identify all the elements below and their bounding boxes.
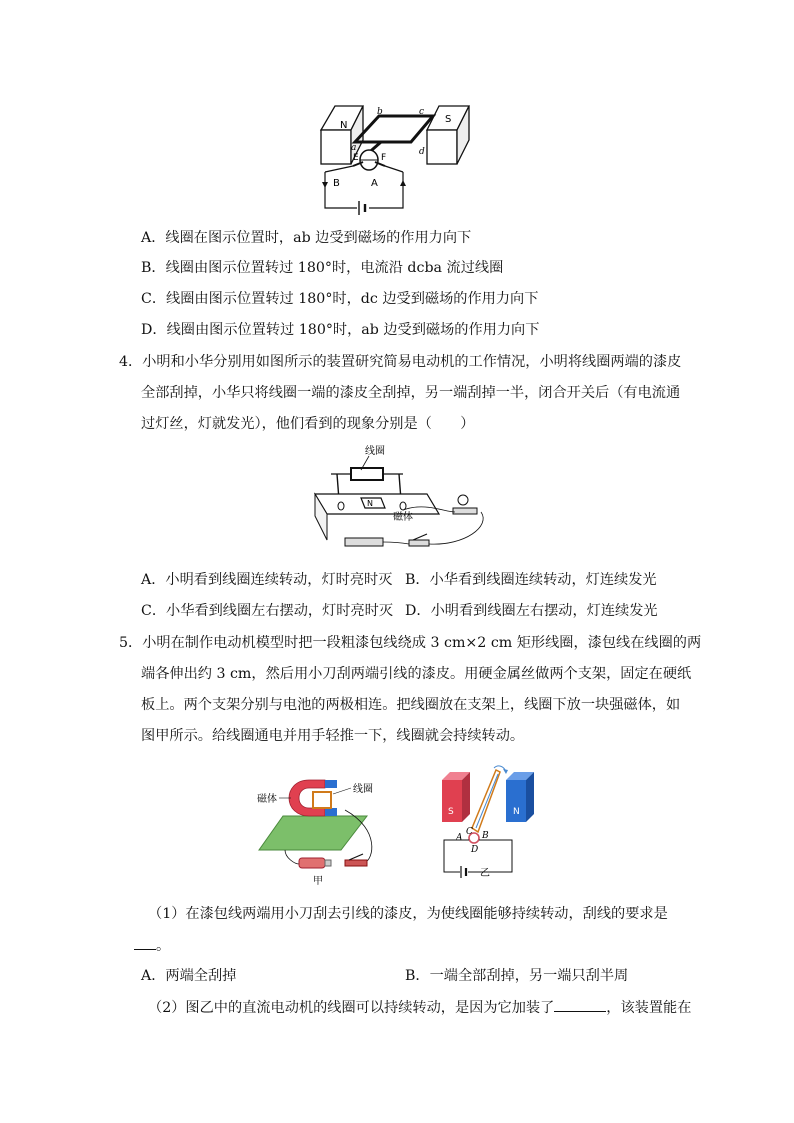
q4-stem-line-1: 4．小明和小华分别用如图所示的装置研究简易电动机的工作情况，小明将线圈两端的漆皮 [119, 354, 682, 370]
q5-sub1-option-a: A．两端全刮掉 [141, 968, 237, 984]
coil [313, 792, 331, 808]
magnet-n-label: N [367, 499, 373, 508]
switch [345, 854, 367, 866]
q5-stem-line-4: 图甲所示。给线圈通电并用手轻推一下，线圈就会持续转动。 [141, 728, 525, 744]
n-label: N [513, 807, 520, 817]
q5-sub1-line-2 [134, 935, 170, 956]
s-magnet [442, 772, 470, 822]
q4-stem-line-2: 全部刮掉，小华只将线圈一端的漆皮全刮掉，另一端刮掉一半，闭合开关后（有电流通 [141, 385, 681, 401]
coil-label: 线圈 [353, 784, 373, 795]
q3-option-b: B．线圈由图示位置转过 180°时，电流沿 dcba 流过线圈 [141, 260, 504, 276]
q5-stem-line-2: 端各伸出约 3 cm，然后用小刀刮两端引线的漆皮。用硬金属丝做两个支架，固定在硬纸 [141, 666, 692, 682]
battery-symbol [461, 866, 466, 878]
label-brush-b: B [333, 178, 340, 189]
q3-option-d: D．线圈由图示位置转过 180°时，ab 边受到磁场的作用力向下 [141, 322, 540, 338]
label-b: B [482, 831, 489, 841]
battery [299, 858, 325, 868]
caption-yi: 乙 [480, 868, 490, 879]
figure-jia [255, 770, 385, 890]
sub1-period: 。 [156, 938, 171, 954]
motor-diagram-figure [315, 100, 475, 218]
n-magnet [506, 772, 534, 822]
coil-loop [355, 116, 433, 142]
q5-stem-line-3: 板上。两个支架分别与电池的两极相连。把线圈放在支架上，线圈下放一块强磁体，如 [141, 697, 681, 713]
label-c: C [466, 827, 473, 837]
label-f: F [381, 153, 387, 163]
label-a: A [456, 833, 463, 843]
simple-motor-figure [305, 442, 495, 554]
q5-sub1-line-1: （1）在漆包线两端用小刀刮去引线的漆皮，为使线圈能够持续转动，刮线的要求是 [148, 906, 668, 922]
q5-stem-line-1: 5．小明在制作电动机模型时把一段粗漆包线绕成 3 cm×2 cm 矩形线圈，漆包线在线圈的两 [119, 635, 702, 651]
coil-label: 线圈 [365, 446, 385, 457]
label-d: d [419, 147, 425, 157]
lamp [453, 495, 477, 514]
circuit-wire [325, 172, 357, 208]
battery [345, 538, 383, 546]
circuit-wire [444, 840, 469, 872]
s-pole-label: S [445, 114, 452, 125]
label-brush-a: A [371, 178, 378, 189]
horseshoe-magnet [289, 780, 325, 816]
label-b: b [377, 107, 383, 117]
figure-yi [436, 762, 536, 887]
sub2-text-before: （2）图乙中的直流电动机的线圈可以持续转动，是因为它加装了 [148, 1000, 555, 1016]
caption-jia: 甲 [313, 876, 323, 887]
q4-option-d: D．小明看到线圈左右摆动，灯连续发光 [405, 603, 658, 619]
q4-stem-line-3: 过灯丝，灯就发光），他们看到的现象分别是（ ） [141, 416, 475, 432]
q5-sub2-line [148, 997, 691, 1018]
q5-sub1-option-b: B．一端全部刮掉，另一端只刮半周 [405, 968, 629, 984]
switch [409, 534, 429, 546]
q4-option-b: B．小华看到线圈连续转动，灯连续发光 [405, 572, 657, 588]
label-d: D [471, 845, 479, 855]
n-pole-label: N [340, 120, 348, 131]
s-label: S [448, 807, 454, 817]
green-board [259, 816, 367, 850]
coil [351, 468, 383, 480]
answer-blank-2[interactable] [554, 997, 606, 1012]
magnet-label: 磁体 [393, 512, 413, 523]
sub2-text-after: ，该装置能在 [606, 1000, 692, 1016]
q4-option-a: A．小明看到线圈连续转动，灯时亮时灭 [141, 572, 393, 588]
q4-option-c: C．小华看到线圈左右摆动，灯时亮时灭 [141, 603, 394, 619]
magnet [361, 498, 385, 508]
label-c: c [419, 107, 425, 117]
magnet-label: 磁体 [257, 794, 277, 805]
answer-blank-1[interactable] [134, 935, 156, 950]
battery-symbol [359, 201, 365, 215]
label-a: a [351, 143, 357, 153]
q3-option-a: A．线圈在图示位置时，ab 边受到磁场的作用力向下 [141, 230, 472, 246]
q3-option-c: C．线圈由图示位置转过 180°时，dc 边受到磁场的作用力向下 [141, 291, 539, 307]
label-e: E [353, 153, 359, 163]
